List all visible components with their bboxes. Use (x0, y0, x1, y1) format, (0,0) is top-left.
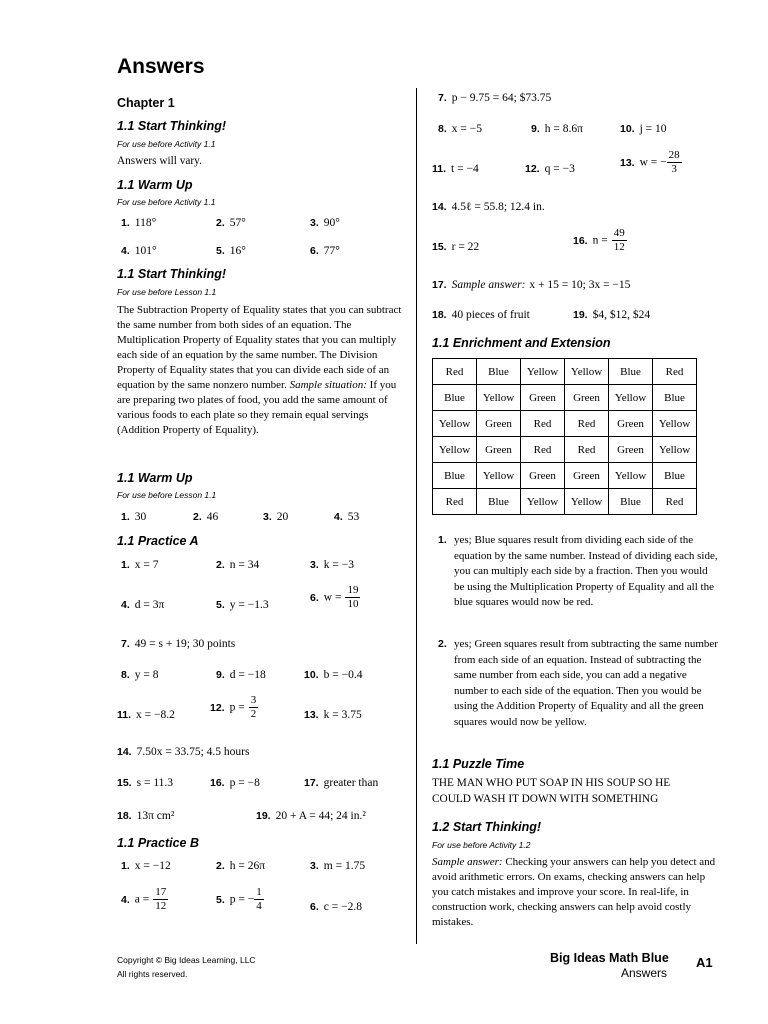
section-heading: 1.1 Enrichment and Extension (432, 336, 611, 350)
grid-cell: Yellow (565, 489, 609, 515)
section-heading: 1.1 Practice B (117, 836, 199, 850)
answer-item: 3. 20 (263, 511, 289, 523)
answer-text: Answers will vary. (117, 155, 202, 167)
grid-cell: Blue (477, 359, 521, 385)
copyright-text: Copyright © Big Ideas Learning, LLC (117, 955, 256, 965)
grid-cell: Red (433, 489, 477, 515)
puzzle-answer-line: THE MAN WHO PUT SOAP IN HIS SOUP SO HE (432, 777, 671, 789)
section-heading: 1.1 Start Thinking! (117, 119, 227, 133)
answer-item: 5. p = − $\frac{1}{4}$ (216, 886, 262, 912)
grid-cell: Yellow (609, 385, 653, 411)
answer-item: 7. p − 9.75 = 64; $73.75 (438, 92, 552, 104)
answer-item: 4. a = $\frac{17}{12}$ (121, 886, 167, 912)
grid-cell: Blue (433, 385, 477, 411)
grid-cell: Yellow (609, 463, 653, 489)
section-heading: 1.1 Puzzle Time (432, 757, 525, 771)
answer-item: 18. 13π cm² (117, 810, 175, 822)
fraction: $\frac{17}{12}$ (155, 886, 167, 912)
grid-cell: Blue (653, 463, 697, 489)
answer-item: 17. greater than (304, 777, 379, 789)
section-heading: 1.1 Practice A (117, 534, 199, 548)
answer-item: 12. q = −3 (525, 163, 575, 175)
column-divider (416, 88, 417, 944)
page-number: A1 (696, 955, 713, 970)
answer-item: 9. h = 8.6π (531, 123, 583, 135)
section-heading: 1.1 Start Thinking! (117, 267, 227, 281)
answer-item: 7. 49 = s + 19; 30 points (121, 638, 236, 650)
section-heading: 1.1 Warm Up (117, 471, 193, 485)
answer-item: 4. d = 3π (121, 599, 165, 611)
grid-cell: Green (565, 463, 609, 489)
answer-item: 1. x = −12 (121, 860, 171, 872)
section-heading: 1.1 Warm Up (117, 178, 193, 192)
grid-cell: Red (433, 359, 477, 385)
answer-item: 12. p = $\frac{3}{2}$ (210, 694, 257, 720)
grid-cell: Red (521, 437, 565, 463)
grid-cell: Green (521, 385, 565, 411)
fraction: $\frac{49}{12}$ (613, 227, 625, 253)
answer-item: 4. 101° (121, 245, 157, 257)
section-subheading: For use before Activity 1.1 (117, 197, 216, 207)
rights-text: All rights reserved. (117, 969, 188, 979)
section-heading: 1.2 Start Thinking! (432, 820, 542, 834)
grid-cell: Red (565, 437, 609, 463)
grid-cell: Red (653, 359, 697, 385)
answer-item: 3. 90° (310, 217, 340, 229)
enrichment-answer: 2. yes; Green squares result from subtracting the same number from each side of an equation. Instead of subtracting the same number from each side, you can add a negative number to each side of the equation. Then you would be using the Addition Property of Equality and all the green squares would now be yellow. (438, 638, 718, 728)
grid-cell: Blue (609, 359, 653, 385)
grid-row (433, 385, 697, 411)
section-subheading: For use before Lesson 1.1 (117, 490, 217, 500)
section-subheading: For use before Lesson 1.1 (117, 287, 217, 297)
answer-item: 4. 53 (334, 511, 360, 523)
fraction: $\frac{3}{2}$ (250, 694, 257, 720)
answer-item: 2. h = 26π (216, 860, 266, 872)
answer-item: 1. x = 7 (121, 559, 159, 571)
book-subtitle: Answers (621, 966, 668, 980)
grid-cell: Yellow (565, 359, 609, 385)
grid-cell: Yellow (521, 489, 565, 515)
book-title: Big Ideas Math Blue (550, 951, 669, 965)
answer-item: 17. Sample answer: x + 15 = 10; 3x = −15 (432, 279, 631, 291)
grid-cell: Green (477, 437, 521, 463)
grid-cell: Yellow (477, 463, 521, 489)
chapter-heading: Chapter 1 (117, 96, 175, 110)
answer-item: 13. k = 3.75 (304, 709, 362, 721)
answer-item: 10. b = −0.4 (304, 669, 363, 681)
answer-item: 14. 7.50x = 33.75; 4.5 hours (117, 746, 250, 758)
grid-cell: Green (521, 463, 565, 489)
grid-cell: Green (477, 411, 521, 437)
grid-cell: Red (565, 411, 609, 437)
section-subheading: For use before Activity 1.2 (432, 840, 531, 850)
answer-item: 15. r = 22 (432, 241, 480, 253)
answer-item: 1. 118° (121, 217, 157, 229)
answer-item: 8. x = −5 (438, 123, 482, 135)
answer-item: 5. y = −1.3 (216, 599, 269, 611)
answer-item: 16. p = −8 (210, 777, 260, 789)
grid-row (433, 463, 697, 489)
grid-cell: Blue (609, 489, 653, 515)
grid-cell: Red (521, 411, 565, 437)
grid-cell: Yellow (433, 437, 477, 463)
fraction: $\frac{28}{3}$ (668, 149, 680, 175)
color-grid (432, 358, 697, 515)
grid-cell: Red (653, 489, 697, 515)
grid-cell: Yellow (653, 437, 697, 463)
answer-item: 9. d = −18 (216, 669, 266, 681)
enrichment-answer: 1. yes; Blue squares result from dividing each side of the equation by the same number. Instead of dividing each side, you can multiply each side by a fraction. Then you would be using the Multiplication Property of Equality and all the blue squares would now be red. (438, 534, 718, 608)
page-title: Answers (117, 55, 205, 78)
grid-cell: Blue (477, 489, 521, 515)
grid-cell: Yellow (521, 359, 565, 385)
answer-item: 8. y = 8 (121, 669, 159, 681)
answer-item: 15. s = 11.3 (117, 777, 174, 789)
answer-item: 2. 57° (216, 217, 246, 229)
grid-cell: Blue (433, 463, 477, 489)
answer-item: 5. 16° (216, 245, 246, 257)
grid-row (433, 489, 697, 515)
grid-cell: Yellow (653, 411, 697, 437)
answer-paragraph: The Subtraction Property of Equality states that you can subtract the same number from both sides of an equation. The Multiplication Property of Equality states that you can multiply each side of an equation by the same number. The Division Property of Equality states that you can divide each side of an equation by the same nonzero number. Sample situation: If you are preparing two plates of food, you add the same amount of various foods to each plate so they remain equal servings (Addition Property of Equality). (117, 304, 402, 436)
answer-item: 14. 4.5ℓ = 55.8; 12.4 in. (432, 201, 545, 213)
fraction: $\frac{1}{4}$ (256, 886, 262, 912)
answer-item: 10. j = 10 (620, 123, 667, 135)
answer-item: 19. $4, $12, $24 (573, 309, 651, 321)
answer-item: 19. 20 + A = 44; 24 in.² (256, 810, 366, 822)
grid-row (433, 437, 697, 463)
grid-row (433, 411, 697, 437)
answer-item: 2. 46 (193, 511, 219, 523)
section-subheading: For use before Activity 1.1 (117, 139, 216, 149)
answer-item: 1. 30 (121, 511, 147, 523)
grid-cell: Green (609, 411, 653, 437)
grid-cell: Blue (653, 385, 697, 411)
answer-item: 6. 77° (310, 245, 340, 257)
answer-item: 6. c = −2.8 (310, 901, 362, 913)
fraction: $\frac{19}{10}$ (347, 584, 359, 610)
grid-cell: Green (565, 385, 609, 411)
grid-cell: Green (609, 437, 653, 463)
answer-item: 16. n = $\frac{49}{12}$ (573, 227, 625, 253)
answer-item: 3. m = 1.75 (310, 860, 366, 872)
grid-row (433, 359, 697, 385)
answer-item: 13. w = − $\frac{28}{3}$ (620, 149, 680, 175)
answer-item: 11. x = −8.2 (117, 709, 175, 721)
grid-cell: Yellow (433, 411, 477, 437)
answer-item: 2. n = 34 (216, 559, 260, 571)
answer-item: 11. t = −4 (432, 163, 479, 175)
answer-item: 6. w = $\frac{19}{10}$ (310, 584, 359, 610)
puzzle-answer-line: COULD WASH IT DOWN WITH SOMETHING (432, 793, 659, 805)
answer-item: 18. 40 pieces of fruit (432, 309, 530, 321)
answer-paragraph: Sample answer: Checking your answers can help you detect and avoid arithmetic errors. On exams, checking answers can help you catch mistakes and improve your score. In real-life, in construction work, checking answers can help avoid costly mistakes. (432, 856, 716, 928)
grid-cell: Yellow (477, 385, 521, 411)
answer-item: 3. k = −3 (310, 559, 354, 571)
